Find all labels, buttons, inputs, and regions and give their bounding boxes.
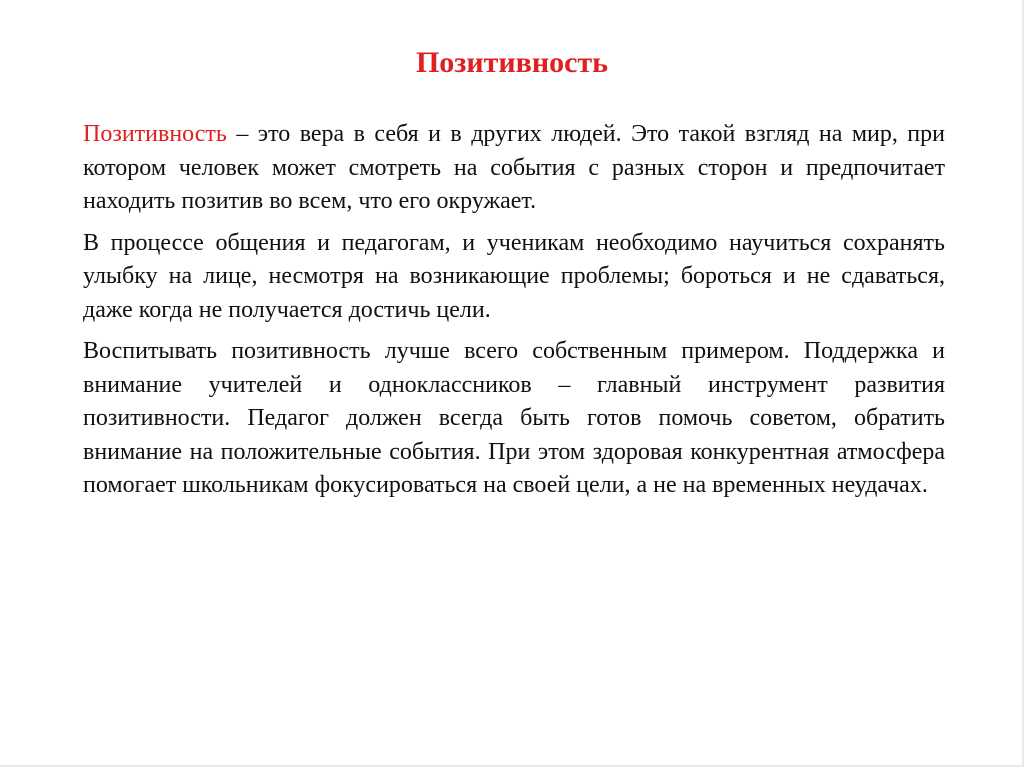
paragraph-communication: В процессе общения и педагогам, и ученикам необходимо научиться сохранять улыбку на лице, несмотря на возникающие проблемы; бороться и не сдаваться, даже когда не получается достичь цели.: [83, 229, 945, 323]
paragraph-upbringing: Воспитывать позитивность лучше всего собственным примером. Поддержка и внимание учителей и одноклассников – главный инструмент развития позитивности. Педагог должен всегда быть готов помочь советом, обратить внимание на положительные события. При этом здоровая конкурентная атмосфера помогает школьникам фокусироваться на своей цели, а не на временных неудачах.: [83, 338, 945, 498]
paragraph-definition: [83, 118, 945, 219]
slide-title: Позитивность: [415, 46, 609, 79]
definition-text: – это вера в себя и в других людей. Это такой взгляд на мир, при котором человек может смотреть на события с разных сторон и предпочитает находить позитив во всем, что его окружает.: [83, 121, 945, 214]
slide-body: [83, 118, 945, 511]
definition-term: Позитивность: [83, 121, 227, 147]
